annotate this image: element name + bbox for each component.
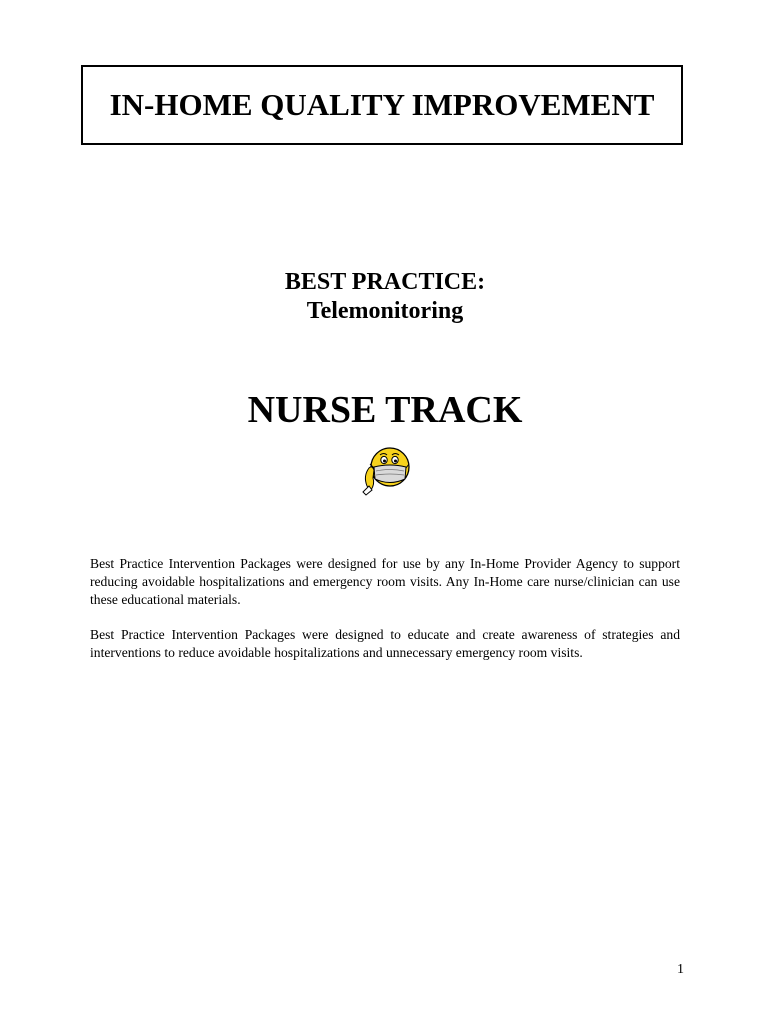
purpose-paragraph: Best Practice Intervention Packages were designed to educate and create awareness of strategies and interventions to reduce avoidable hospitalizations and unnecessary emergency room visits.: [90, 627, 680, 660]
best-practice-label: BEST PRACTICE:: [284, 269, 486, 295]
masked-face-icon: [357, 446, 417, 496]
track-title: NURSE TRACK: [247, 389, 523, 431]
intro-paragraph: Best Practice Intervention Packages were designed for use by any In-Home Provider Agency to support reducing avoidable hospitalizations and emergency room visits. Any In-Home care nurse/clinician can use these educational materials.: [90, 556, 680, 607]
page-title: IN-HOME QUALITY IMPROVEMENT: [109, 87, 655, 122]
title-box: [81, 65, 683, 145]
topic-label: Telemonitoring: [306, 298, 464, 324]
page-number: 1: [677, 962, 684, 977]
